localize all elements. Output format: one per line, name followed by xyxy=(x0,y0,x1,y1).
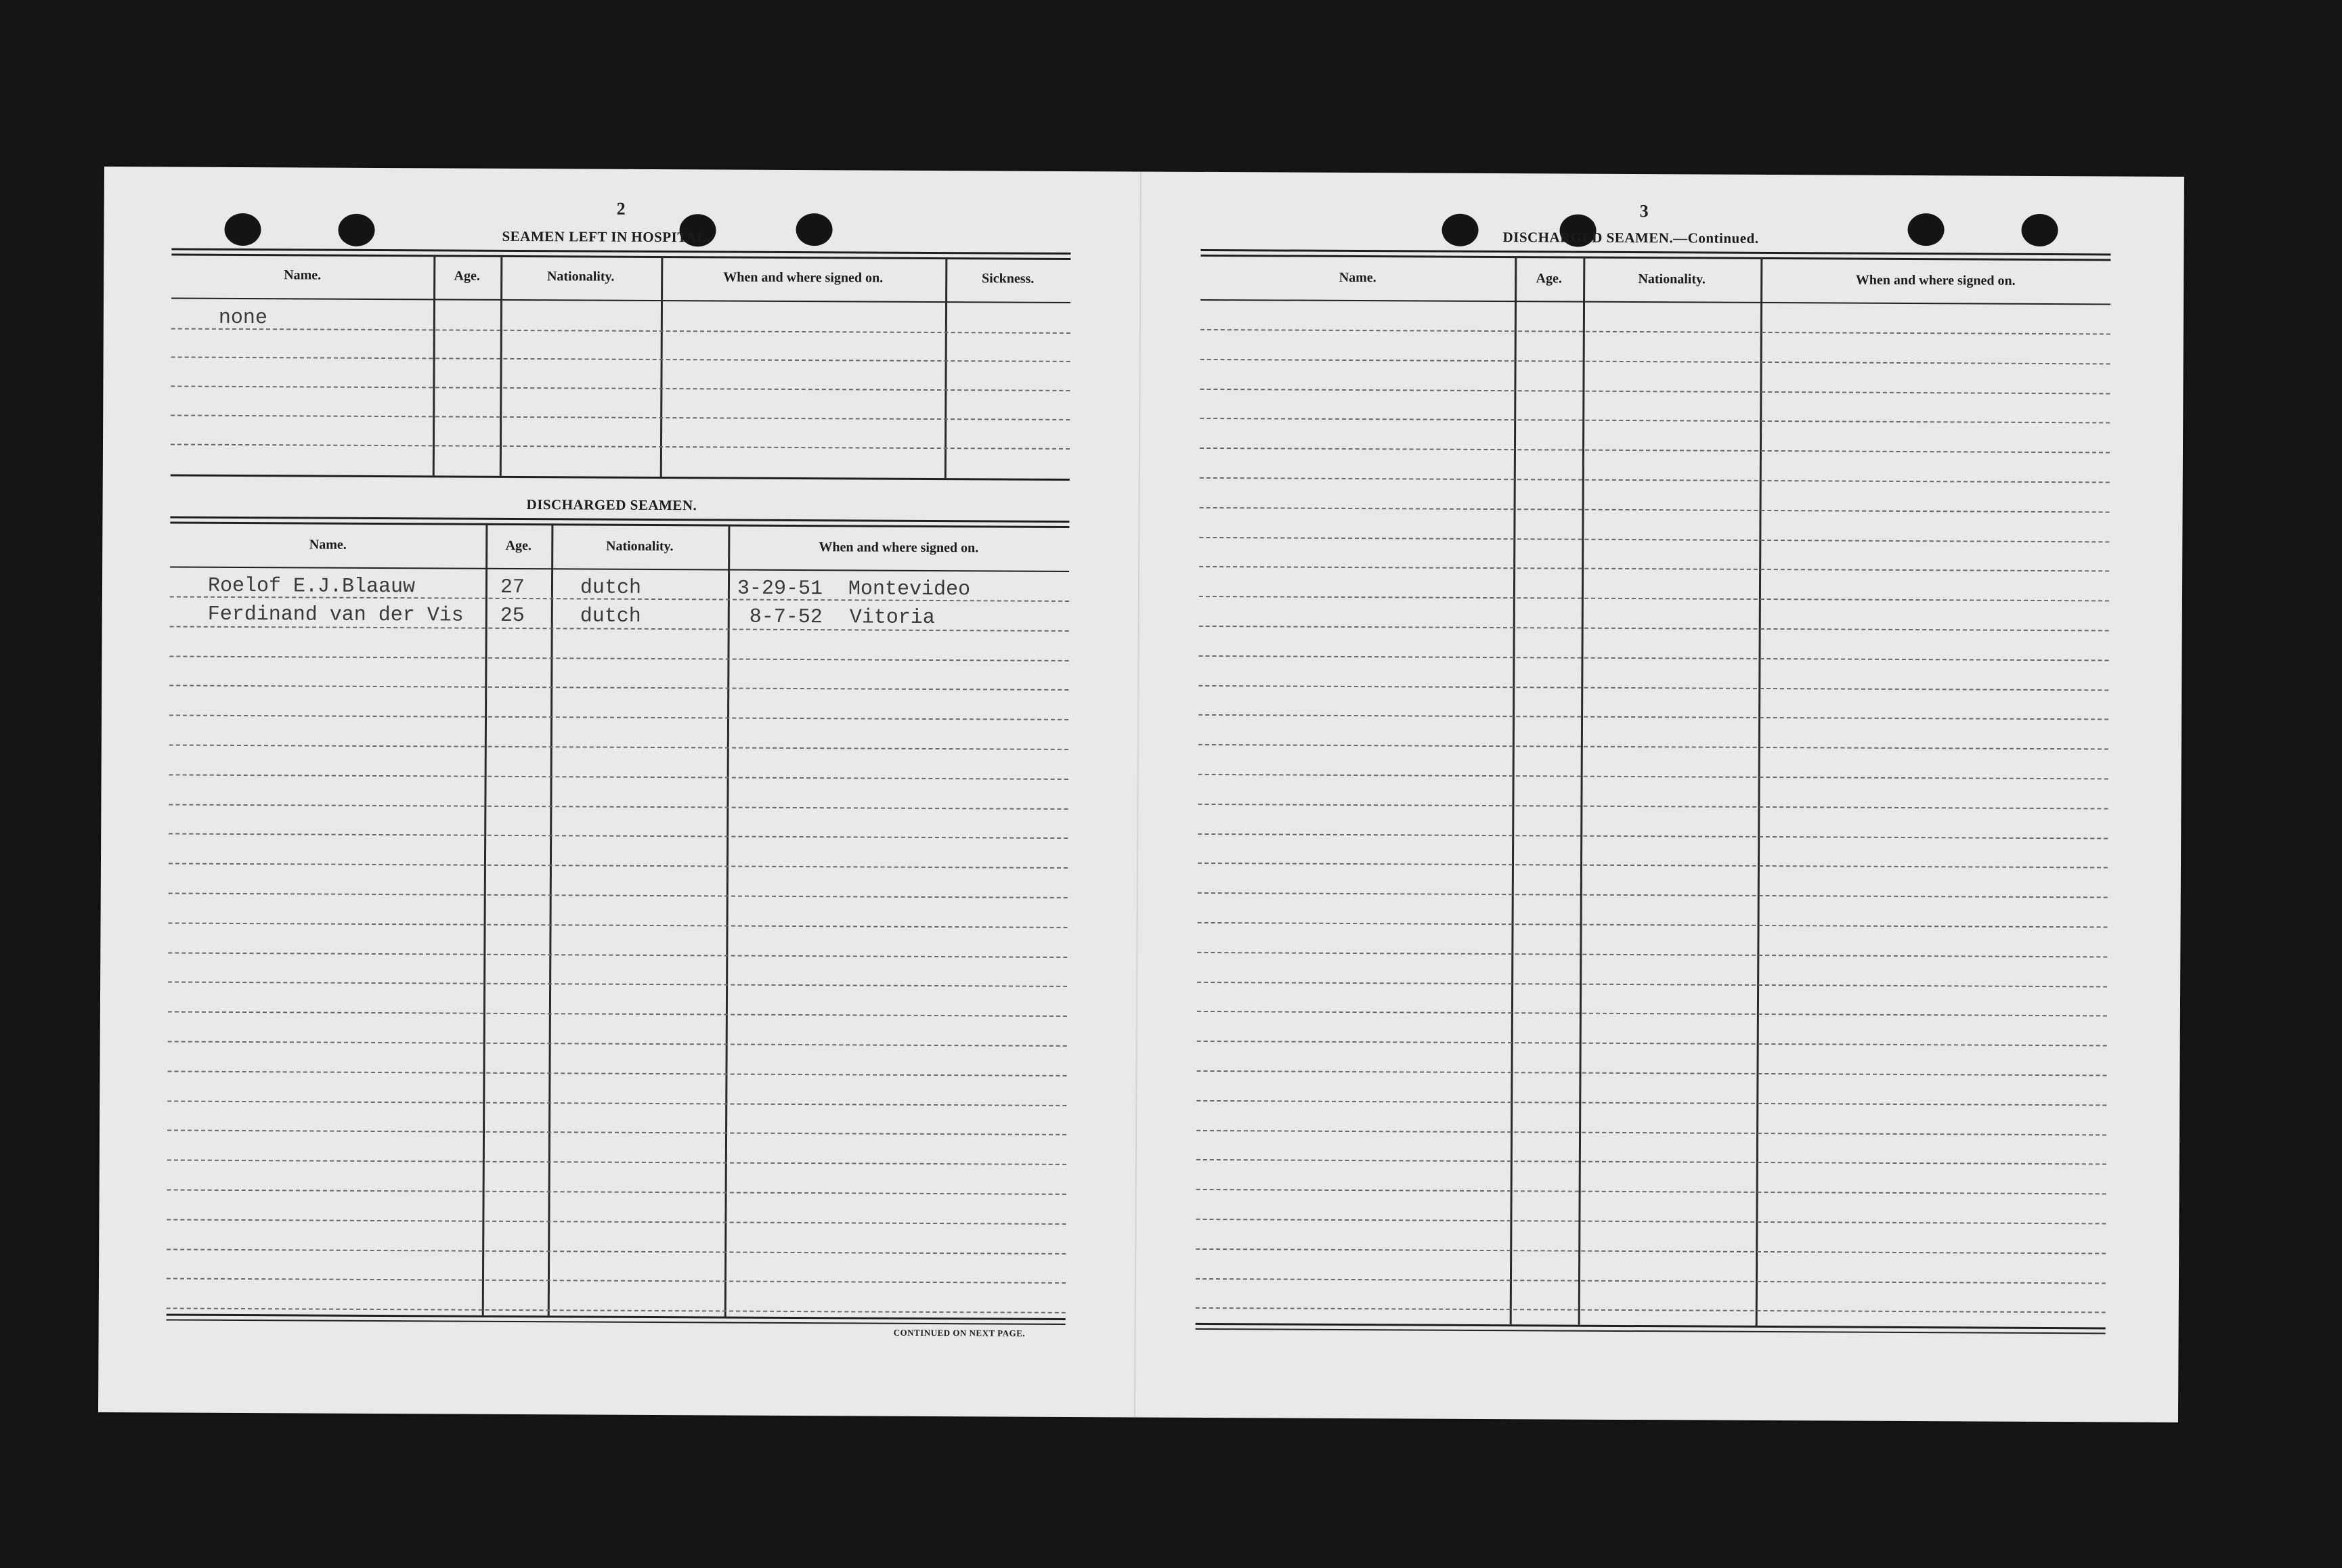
ruled-line xyxy=(167,1219,1066,1224)
punch-hole xyxy=(224,213,261,246)
ruled-line xyxy=(167,1160,1066,1165)
ruled-line xyxy=(1197,952,2107,958)
discharged-nationality: dutch xyxy=(580,576,642,600)
ruled-line xyxy=(1200,359,2110,365)
ruled-line xyxy=(1198,655,2108,661)
continued-note: CONTINUED ON NEXT PAGE. xyxy=(893,1327,1026,1338)
ruled-line xyxy=(1197,981,2107,987)
ruled-line xyxy=(1196,1219,2106,1225)
ruled-line xyxy=(1200,418,2110,424)
continued-col-signed-on: When and where signed on. xyxy=(1855,272,2016,288)
ruled-line xyxy=(1196,1248,2106,1255)
ruled-line xyxy=(169,804,1068,809)
ruled-line xyxy=(167,1100,1066,1106)
ruled-line xyxy=(169,922,1068,928)
ruled-line xyxy=(1196,1100,2106,1106)
ruled-line xyxy=(1200,329,2110,335)
ruled-line xyxy=(169,715,1068,720)
ruled-line xyxy=(1198,744,2108,750)
hospital-col-age: Age. xyxy=(454,268,480,284)
discharged-place: Vitoria xyxy=(849,606,935,630)
ruled-line xyxy=(167,1070,1066,1076)
ruled-line xyxy=(1199,596,2109,602)
ruled-line xyxy=(169,863,1068,869)
hospital-col-sickness: Sickness. xyxy=(982,271,1035,286)
ruled-line xyxy=(1196,1070,2106,1076)
ruled-line xyxy=(1196,1278,2106,1284)
continued-col-name: Name. xyxy=(1339,269,1376,286)
ruled-line xyxy=(1200,477,2110,483)
ruled-line xyxy=(167,1308,1066,1313)
discharged-name: Roelof E.J.Blaauw xyxy=(207,574,416,599)
discharged-date: 3-29-51 xyxy=(737,577,823,601)
ruled-line xyxy=(1199,566,2109,572)
page-number-left: 2 xyxy=(616,198,626,219)
ruled-line xyxy=(1198,714,2108,720)
ruled-line xyxy=(169,774,1068,779)
discharged-date: 8-7-52 xyxy=(749,605,823,630)
discharged-col-name: Name. xyxy=(309,537,347,552)
discharged-col-age: Age. xyxy=(505,538,532,554)
discharged-age: 27 xyxy=(500,575,525,600)
discharged-table xyxy=(167,516,1070,1326)
page-number-right: 3 xyxy=(1639,201,1649,221)
ruled-line xyxy=(1199,626,2109,632)
ledger-sheet xyxy=(98,167,2184,1422)
hospital-table xyxy=(171,248,1071,482)
discharged-continued-table xyxy=(1196,249,2111,1336)
ruled-line xyxy=(1198,863,2108,869)
ruled-line xyxy=(168,952,1067,957)
punch-hole xyxy=(338,214,374,246)
punch-hole xyxy=(1441,214,1478,246)
discharged-continued-title: DISCHARGED SEAMEN.—Continued. xyxy=(1502,229,1759,246)
ruled-line xyxy=(1200,389,2110,395)
ruled-line xyxy=(1197,1011,2107,1017)
page-fold xyxy=(1134,171,1142,1417)
ruled-line xyxy=(1198,833,2108,839)
continued-col-age: Age. xyxy=(1536,271,1562,286)
ruled-line xyxy=(1196,1159,2106,1165)
ruled-line xyxy=(169,744,1068,749)
discharged-age: 25 xyxy=(500,604,525,628)
punch-hole xyxy=(2021,214,2058,246)
ruled-line xyxy=(168,982,1067,987)
ruled-line xyxy=(1196,1189,2106,1195)
discharged-col-nationality: Nationality. xyxy=(605,538,674,554)
continued-col-nationality: Nationality. xyxy=(1638,271,1706,287)
ruled-line xyxy=(1198,774,2108,780)
hospital-section-title: SEAMEN LEFT IN HOSPITAL. xyxy=(502,227,711,246)
ruled-line xyxy=(1196,1129,2106,1135)
discharged-col-signed-on: When and where signed on. xyxy=(819,540,979,556)
hospital-entry-none: none xyxy=(218,306,268,330)
ruled-line xyxy=(1198,804,2108,810)
ruled-line xyxy=(1198,685,2108,691)
hospital-col-name: Name. xyxy=(284,267,322,283)
discharged-nationality: dutch xyxy=(580,605,641,628)
ruled-line xyxy=(1200,448,2110,454)
discharged-name: Ferdinand van der Vis xyxy=(207,603,464,628)
ruled-line xyxy=(1197,1041,2107,1047)
ruled-line xyxy=(167,1189,1066,1194)
ruled-line xyxy=(168,1041,1067,1046)
ruled-line xyxy=(169,833,1068,839)
punch-hole xyxy=(796,213,832,246)
ruled-line xyxy=(1198,922,2108,928)
ruled-line xyxy=(1200,507,2110,513)
hospital-col-signed-on: When and where signed on. xyxy=(723,269,884,286)
ruled-line xyxy=(1196,1307,2106,1313)
discharged-place: Montevideo xyxy=(848,578,971,602)
ruled-line xyxy=(167,1248,1066,1254)
ruled-line xyxy=(167,1278,1066,1284)
ruled-line xyxy=(168,1011,1067,1017)
discharged-section-title: DISCHARGED SEAMEN. xyxy=(526,496,697,514)
ruled-line xyxy=(167,1130,1066,1135)
ruled-line xyxy=(169,655,1068,661)
hospital-col-nationality: Nationality. xyxy=(546,269,615,284)
ruled-line xyxy=(1199,537,2109,543)
punch-hole xyxy=(1907,213,1944,246)
ruled-line xyxy=(1198,892,2108,898)
ruled-line xyxy=(169,892,1068,898)
ruled-line xyxy=(169,685,1068,691)
